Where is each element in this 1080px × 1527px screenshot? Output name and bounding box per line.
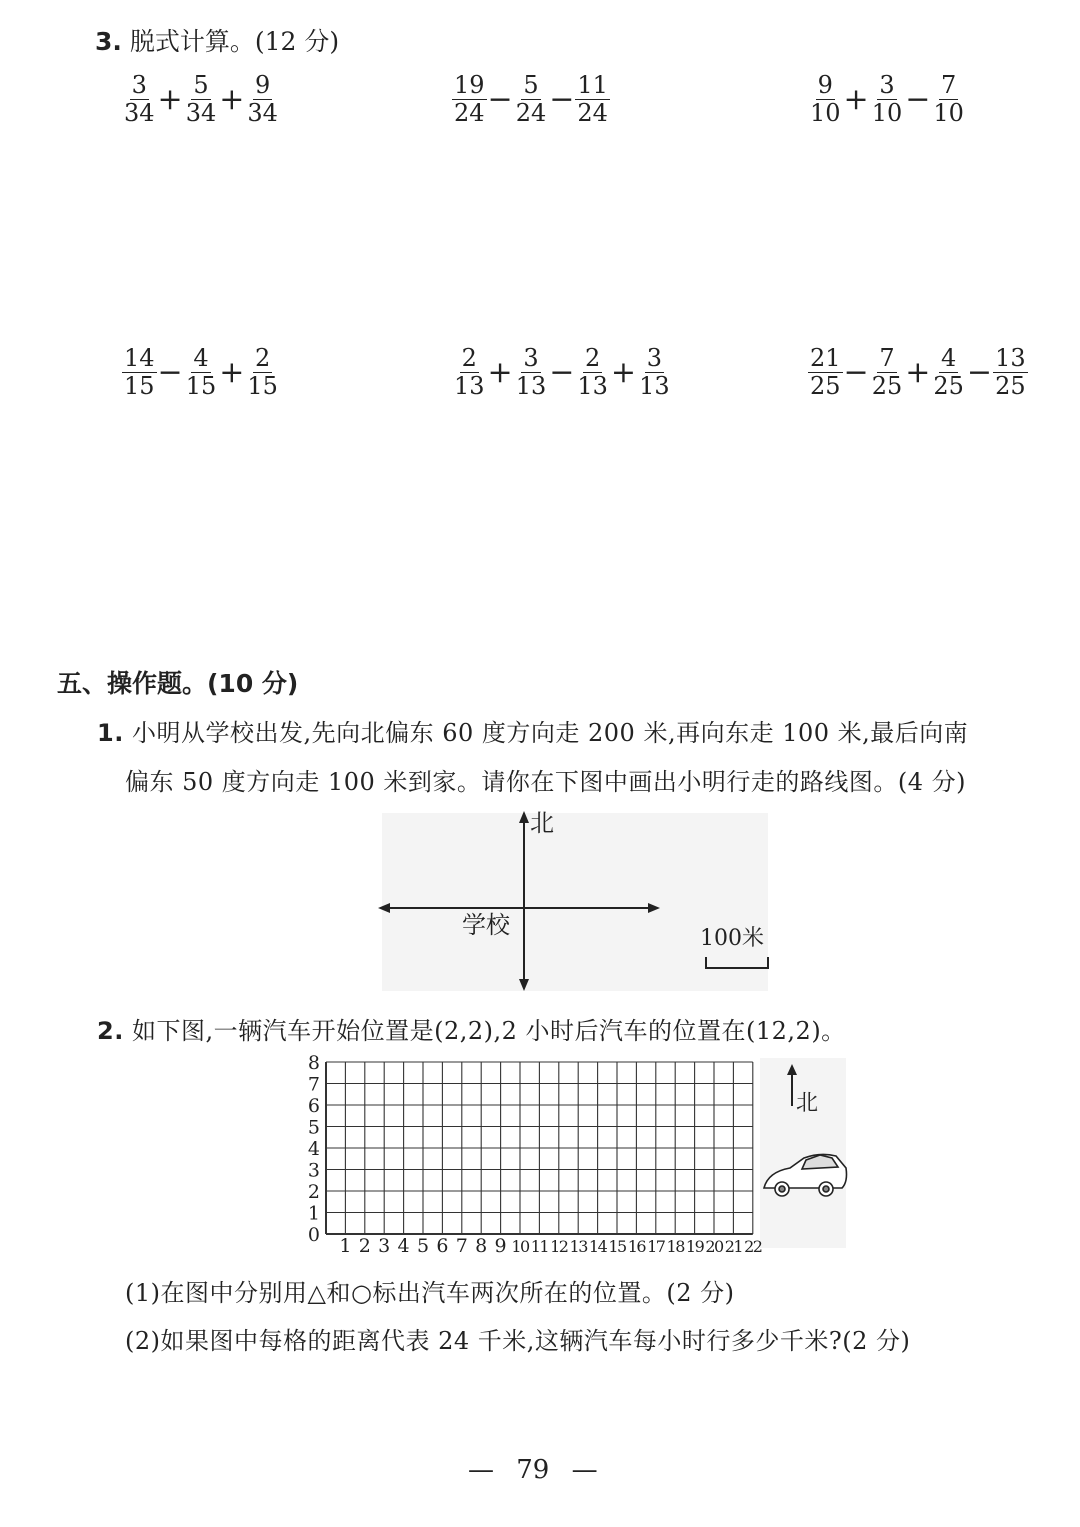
x-tick-label: 1	[339, 1235, 352, 1257]
expression-5	[452, 345, 672, 400]
operator: +	[487, 354, 513, 390]
numerator: 11	[577, 71, 608, 99]
x-tick-label: 14	[588, 1237, 607, 1256]
school-label: 学校	[462, 911, 510, 939]
q2-line	[97, 1011, 846, 1046]
y-tick-label: 4	[307, 1138, 320, 1160]
grid-labels	[308, 1052, 762, 1257]
section3-heading	[95, 22, 339, 58]
denominator: 34	[185, 99, 217, 127]
x-tick-label: 4	[397, 1235, 410, 1257]
numerator: 2	[255, 344, 271, 372]
y-tick-label: 5	[307, 1116, 320, 1139]
grid-lines	[326, 1062, 753, 1234]
x-tick-label: 10	[511, 1237, 529, 1256]
denominator: 24	[577, 99, 608, 127]
operator: +	[157, 81, 183, 117]
denominator: 13	[639, 372, 670, 400]
y-tick-label: 3	[307, 1159, 320, 1182]
section3-title: 脱式计算。(12 分)	[129, 27, 340, 56]
denominator: 15	[124, 372, 155, 400]
numerator: 7	[941, 71, 957, 99]
operator: −	[549, 81, 575, 117]
fraction	[575, 345, 610, 400]
x-tick-label: 7	[455, 1235, 468, 1257]
denominator: 10	[933, 99, 964, 127]
numerator: 13	[995, 344, 1026, 372]
x-tick-label: 9	[494, 1235, 507, 1257]
grid-side-background	[760, 1058, 846, 1248]
x-tick-label: 3	[378, 1235, 391, 1257]
numerator: 7	[879, 344, 895, 372]
denominator: 24	[454, 99, 485, 127]
footer-dash-right: —	[571, 1455, 598, 1485]
q1-line1	[97, 713, 968, 748]
denominator: 25	[871, 372, 903, 400]
numerator: 19	[454, 71, 485, 99]
numerator: 3	[131, 71, 147, 99]
fraction	[575, 72, 610, 127]
x-tick-label: 21	[724, 1237, 743, 1256]
y-tick-label: 7	[307, 1073, 320, 1096]
operator: +	[219, 81, 245, 117]
x-tick-label: 8	[475, 1235, 488, 1257]
numerator: 3	[879, 71, 895, 99]
x-tick-label: 2	[358, 1235, 371, 1257]
fraction	[931, 72, 966, 127]
numerator: 2	[461, 344, 477, 372]
fraction	[122, 345, 157, 400]
fraction	[993, 345, 1028, 400]
denominator: 15	[247, 372, 278, 400]
operator: +	[610, 354, 637, 390]
denominator: 25	[995, 372, 1026, 400]
scale-label: 100米	[700, 926, 764, 951]
operator: −	[905, 81, 931, 117]
numerator: 21	[810, 344, 841, 372]
x-tick-label: 18	[666, 1237, 684, 1256]
operator: −	[549, 354, 575, 390]
denominator: 13	[577, 372, 608, 400]
fraction	[245, 72, 280, 127]
fraction	[870, 72, 905, 127]
expression-3	[808, 72, 966, 127]
y-tick-label: 2	[307, 1181, 320, 1203]
section3-number: 3.	[95, 27, 122, 56]
numerator: 5	[193, 71, 209, 99]
expression-1	[122, 72, 280, 127]
x-tick-label: 12	[550, 1237, 568, 1256]
diagram-background	[382, 813, 768, 991]
q2-sub2: (2)如果图中每格的距离代表 24 千米,这辆汽车每小时行多少千米?(2 分)	[125, 1327, 911, 1355]
expression-4	[122, 345, 280, 400]
direction-diagram	[370, 805, 780, 995]
x-tick-label: 13	[569, 1237, 587, 1256]
page-footer	[468, 1455, 598, 1485]
y-tick-label: 6	[307, 1095, 320, 1117]
operator: −	[843, 354, 869, 390]
q2-text: 如下图,一辆汽车开始位置是(2,2),2 小时后汽车的位置在(12,2)。	[131, 1017, 846, 1045]
x-tick-label: 16	[627, 1237, 646, 1256]
numerator: 3	[646, 344, 662, 372]
fraction	[452, 345, 487, 400]
operator: −	[966, 354, 993, 390]
q1-number: 1.	[97, 719, 124, 747]
fraction	[808, 345, 843, 400]
denominator: 24	[515, 99, 547, 127]
expression-2	[452, 72, 610, 127]
y-tick-label: 8	[307, 1052, 320, 1074]
operator: −	[157, 354, 183, 390]
q1-text-line1: 小明从学校出发,先向北偏东 60 度方向走 200 米,再向东走 100 米,最后向南	[131, 719, 969, 747]
section5-title: 五、操作题。(10 分)	[57, 669, 299, 698]
x-tick-label: 5	[416, 1235, 430, 1257]
x-tick-label: 11	[530, 1237, 549, 1256]
fraction	[808, 72, 843, 127]
q2-sub1: (1)在图中分别用△和○标出汽车两次所在的位置。(2 分)	[125, 1279, 735, 1307]
fraction	[184, 72, 219, 127]
x-tick-label: 19	[685, 1237, 704, 1256]
x-tick-label: 6	[436, 1235, 449, 1257]
numerator: 9	[255, 71, 271, 99]
fraction	[637, 345, 672, 400]
x-tick-label: 20	[705, 1237, 723, 1256]
numerator: 3	[523, 344, 539, 372]
y-tick-label: 0	[307, 1224, 320, 1246]
fraction	[122, 72, 157, 127]
fraction	[184, 345, 219, 400]
denominator: 10	[810, 99, 841, 127]
operator: +	[843, 81, 869, 117]
page-number: 79	[516, 1455, 550, 1485]
fraction	[514, 345, 549, 400]
grid-north-label: 北	[796, 1091, 819, 1116]
footer-dash-left: —	[468, 1455, 494, 1485]
operator: +	[219, 354, 245, 390]
fraction	[245, 345, 280, 400]
numerator: 4	[941, 344, 957, 372]
section5-heading	[57, 664, 298, 700]
denominator: 34	[124, 99, 155, 127]
denominator: 13	[454, 372, 485, 400]
fraction	[931, 345, 966, 400]
coordinate-grid	[290, 1050, 850, 1260]
operator: −	[487, 81, 513, 117]
denominator: 25	[810, 372, 841, 400]
fraction	[452, 72, 487, 127]
numerator: 9	[817, 71, 833, 99]
denominator: 13	[515, 372, 547, 400]
fraction	[514, 72, 549, 127]
north-label: 北	[530, 809, 554, 837]
denominator: 34	[247, 99, 278, 127]
q1-text-line2: 偏东 50 度方向走 100 米到家。请你在下图中画出小明行走的路线图。(4 分)	[125, 768, 966, 796]
numerator: 5	[523, 71, 539, 99]
numerator: 2	[585, 344, 601, 372]
denominator: 15	[185, 372, 217, 400]
numerator: 14	[124, 344, 155, 372]
expression-6	[808, 345, 1028, 400]
y-tick-label: 1	[307, 1202, 320, 1225]
x-tick-label: 22	[744, 1237, 762, 1256]
x-tick-label: 17	[647, 1237, 665, 1256]
denominator: 25	[933, 372, 964, 400]
q2-number: 2.	[97, 1017, 124, 1045]
denominator: 10	[871, 99, 903, 127]
numerator: 4	[193, 344, 209, 372]
x-tick-label: 15	[608, 1237, 626, 1256]
operator: +	[905, 354, 931, 390]
fraction	[870, 345, 905, 400]
